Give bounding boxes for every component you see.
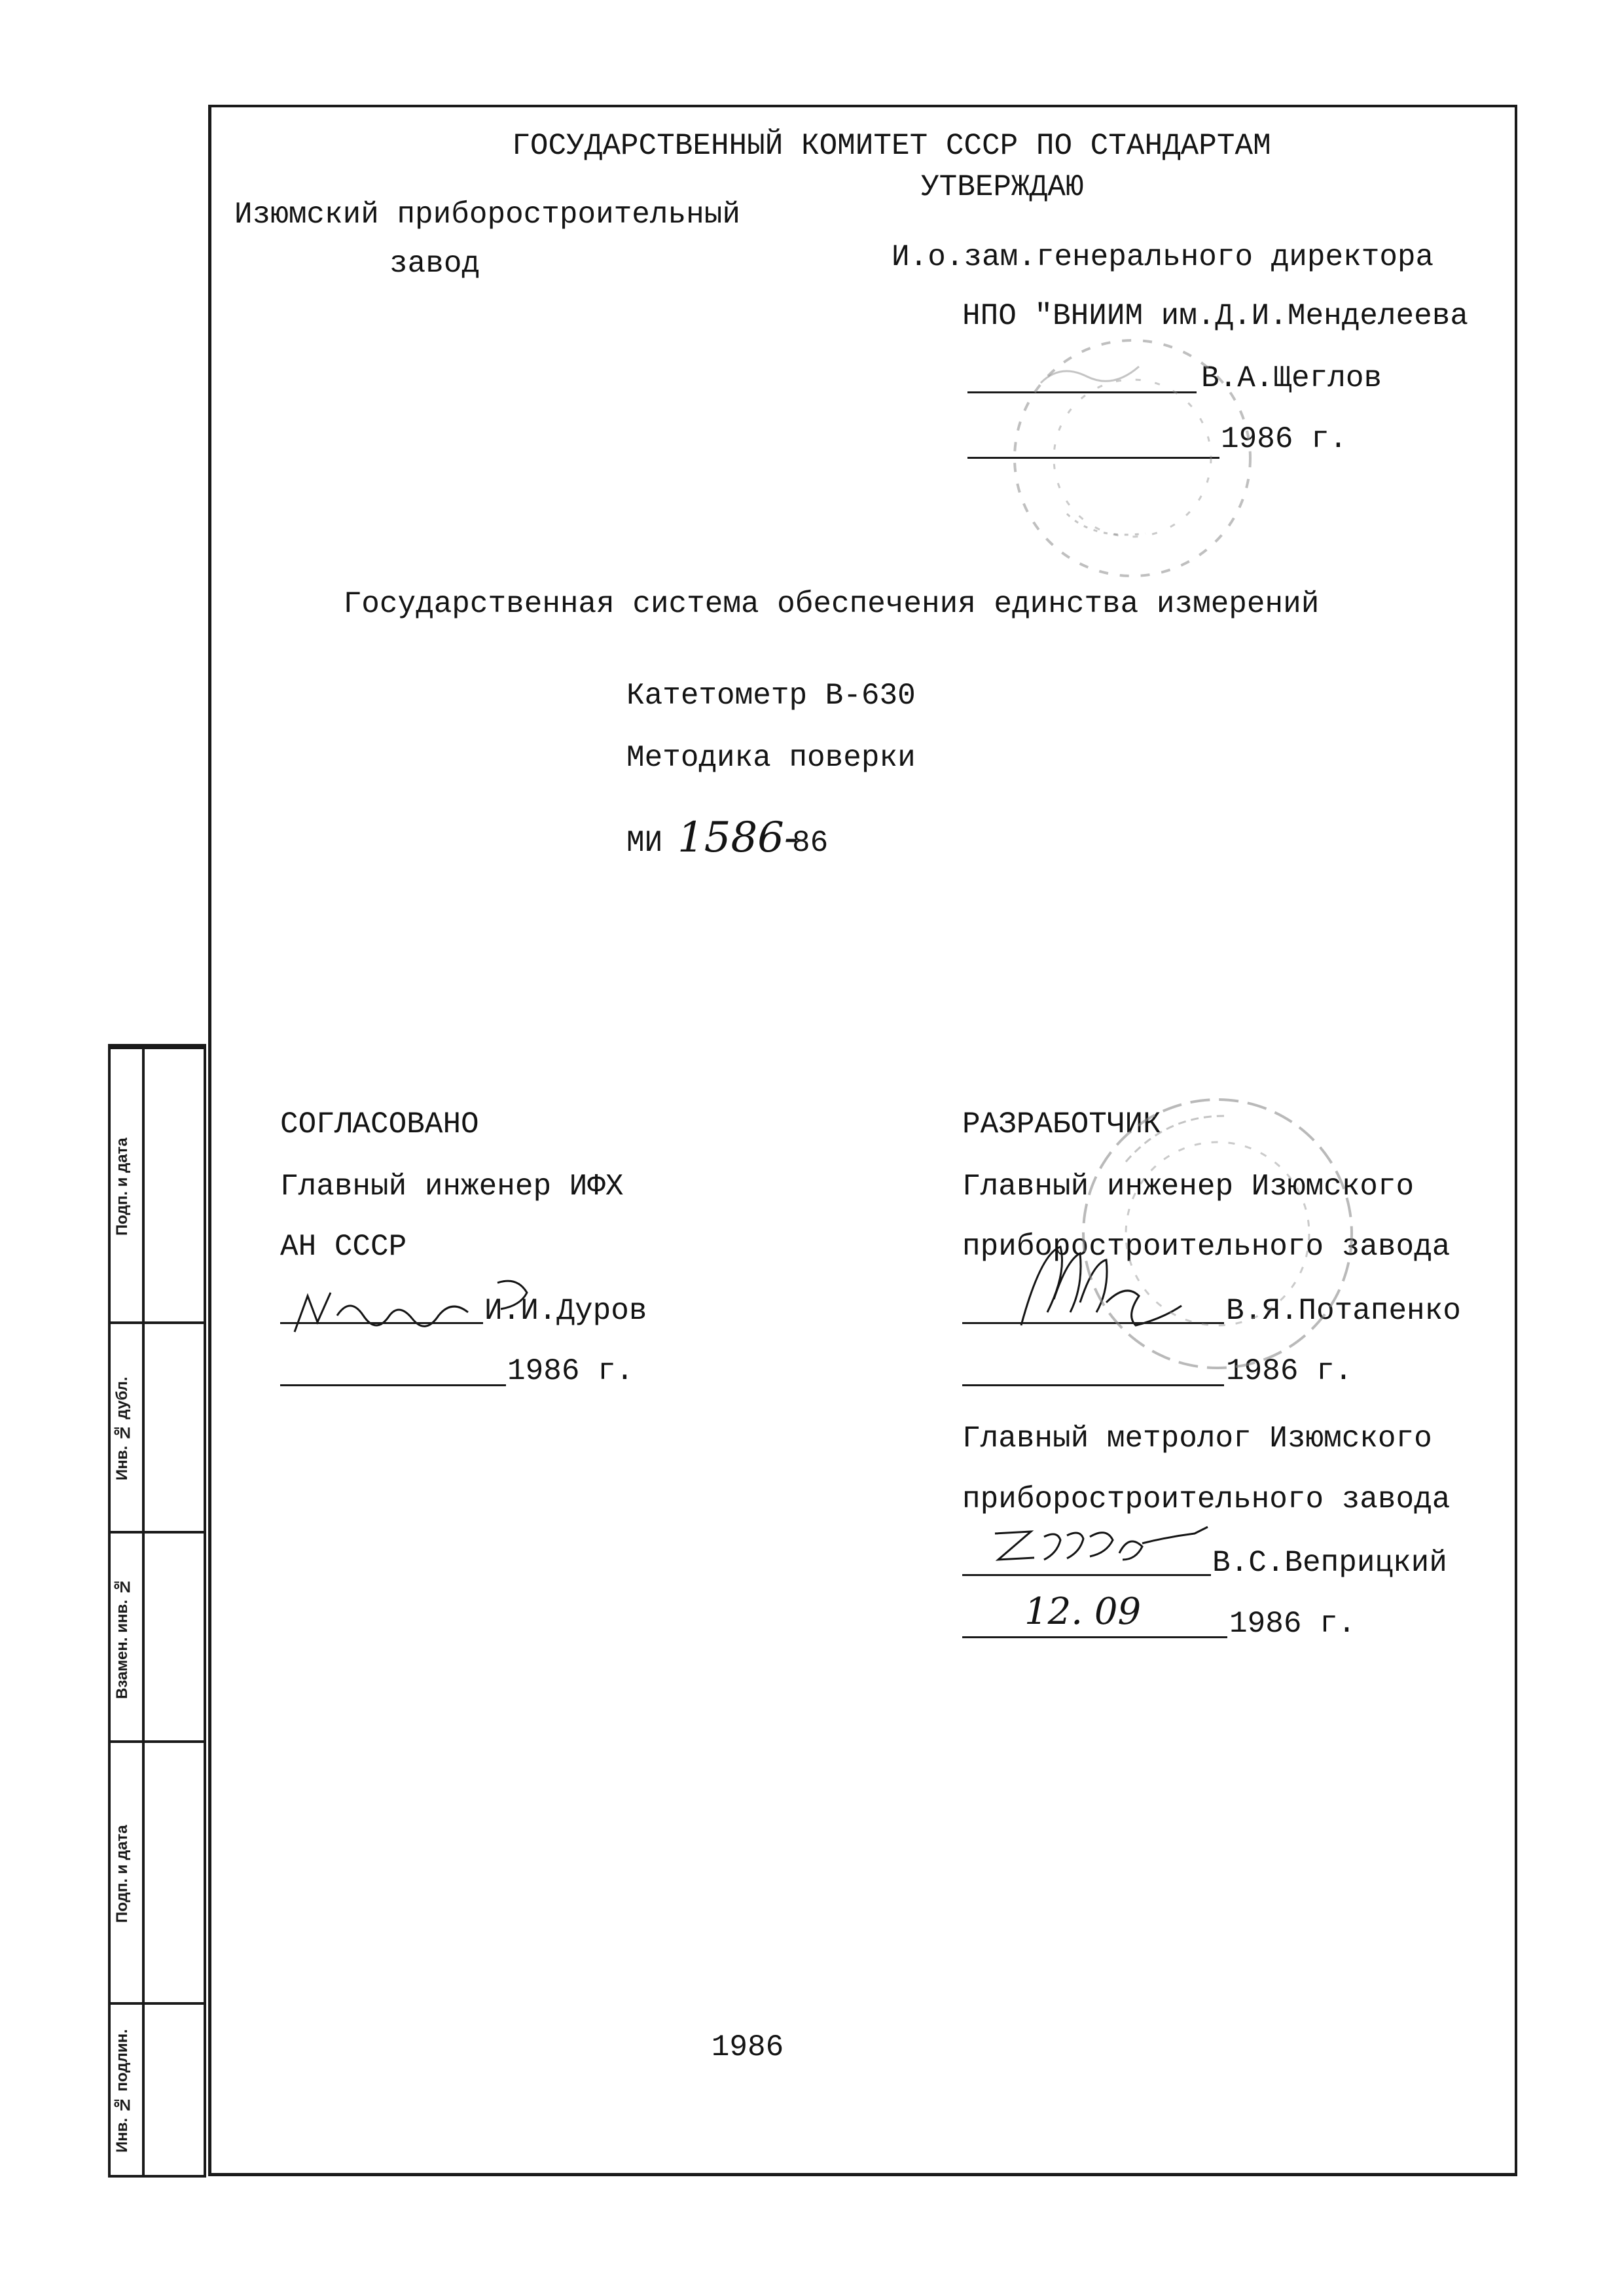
metrologist-name: В.С.Веприцкий bbox=[1212, 1546, 1447, 1580]
metrologist-signature-line bbox=[962, 1574, 1211, 1576]
margin-label: Подп. и дата bbox=[113, 1138, 131, 1236]
chief-engineer-name: В.Я.Потапенко bbox=[1226, 1294, 1461, 1328]
agreed-heading: СОГЛАСОВАНО bbox=[280, 1107, 479, 1141]
agreed-signer-name: И.И.Дуров bbox=[484, 1294, 647, 1328]
committee-heading: ГОСУДАРСТВЕННЫЙ КОМИТЕТ СССР ПО СТАНДАРТАМ bbox=[512, 129, 1271, 163]
document-code-suffix: 86 bbox=[792, 826, 829, 860]
chief-engineer-line2: приборостроительного завода bbox=[962, 1230, 1451, 1264]
chief-engineer-line1: Главный инженер Изюмского bbox=[962, 1170, 1415, 1204]
metrologist-signature bbox=[985, 1517, 1221, 1576]
metrologist-date-line bbox=[962, 1636, 1227, 1638]
document-code-handwritten: 1586- bbox=[677, 814, 799, 862]
document-type: Методика поверки bbox=[626, 741, 916, 775]
margin-row-original-inv bbox=[111, 2002, 204, 2175]
approval-year: 1986 г. bbox=[1221, 422, 1348, 456]
margin-label: Подп. и дата bbox=[113, 1825, 131, 1923]
approval-position: И.о.зам.генерального директора bbox=[892, 240, 1434, 274]
device-name: Катетометр В-630 bbox=[626, 679, 916, 713]
approval-heading: УТВЕРЖДАЮ bbox=[921, 170, 1084, 204]
metrologist-line2: приборостроительного завода bbox=[962, 1482, 1451, 1516]
margin-row-signature-date-1 bbox=[111, 1047, 204, 1321]
metrologist-date-handwritten: 12. 09 bbox=[1024, 1590, 1142, 1633]
chief-engineer-year: 1986 г. bbox=[1226, 1354, 1353, 1388]
agreed-date-line bbox=[280, 1384, 506, 1386]
approval-signer-name: В.А.Щеглов bbox=[1201, 361, 1382, 395]
agreed-signature-line bbox=[280, 1322, 483, 1324]
document-code-prefix: МИ bbox=[626, 826, 663, 860]
margin-label: Инв. № подлин. bbox=[113, 2029, 131, 2153]
margin-row-replacement-inv bbox=[111, 1531, 204, 1740]
agreed-year: 1986 г. bbox=[507, 1354, 634, 1388]
agreed-position: Главный инженер ИФХ bbox=[280, 1170, 624, 1204]
chief-engineer-date-line bbox=[962, 1384, 1224, 1386]
approval-organization: НПО "ВНИИМ им.Д.И.Менделеева bbox=[962, 299, 1468, 333]
organization-name-line1: Изюмский приборостроительный bbox=[234, 198, 740, 232]
agreed-organization: АН СССР bbox=[280, 1230, 407, 1264]
margin-row-duplicate-inv bbox=[111, 1321, 204, 1531]
system-title: Государственная система обеспечения единства измерений bbox=[343, 587, 1320, 621]
margin-registration-table bbox=[108, 1044, 206, 2178]
developer-stamp-seal bbox=[1074, 1083, 1362, 1388]
approval-stamp-seal bbox=[995, 324, 1270, 586]
metrologist-year: 1986 г. bbox=[1229, 1607, 1356, 1641]
developer-heading: РАЗРАБОТЧИК bbox=[962, 1107, 1161, 1141]
metrologist-line1: Главный метролог Изюмского bbox=[962, 1422, 1432, 1456]
margin-label: Инв. № дубл. bbox=[113, 1376, 131, 1481]
footer-year: 1986 bbox=[711, 2030, 784, 2064]
margin-label: Взамен. инв. № bbox=[113, 1577, 131, 1699]
organization-name-line2: завод bbox=[389, 247, 480, 281]
margin-row-signature-date-2 bbox=[111, 1740, 204, 2002]
